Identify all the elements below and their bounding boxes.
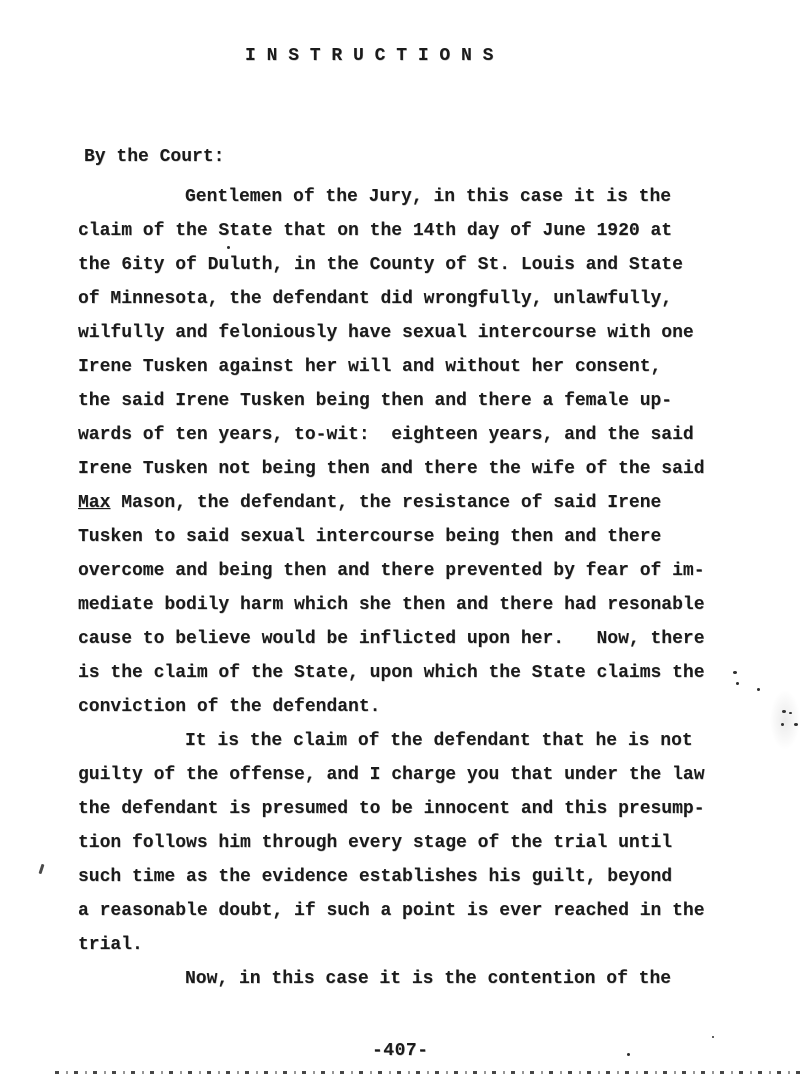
page-title: I N S T R U C T I O N S [245, 46, 494, 66]
text-line: Max Mason, the defendant, the resistance of said Irene [78, 493, 662, 513]
text-line: tion follows him through every stage of the trial until [78, 833, 673, 853]
text-line: the 6ity of Duluth, in the County of St. Louis and State [78, 255, 683, 275]
text-line: of Minnesota, the defendant did wrongfully, unlawfully, [78, 289, 673, 309]
scan-speckle [227, 246, 230, 249]
scan-edge-artifact [55, 1071, 800, 1074]
text-line: overcome and being then and there prevented by fear of im- [78, 561, 705, 581]
text-line: Tusken to said sexual intercourse being then and there [78, 527, 662, 547]
margin-mark-artifact [39, 864, 45, 874]
text-line: guilty of the offense, and I charge you that under the law [78, 765, 705, 785]
underlined-text: Max [78, 493, 111, 513]
text-line: wilfully and feloniously have sexual intercourse with one [78, 323, 694, 343]
text-line: is the claim of the State, upon which the State claims the [78, 663, 705, 683]
text-line: mediate bodily harm which she then and there had resonable [78, 595, 705, 615]
paragraph [78, 962, 758, 996]
text-line: trial. [78, 935, 143, 955]
text-line: the defendant is presumed to be innocent and this presump- [78, 799, 705, 819]
scan-speckle [712, 1036, 714, 1038]
text-line: conviction of the defendant. [78, 697, 381, 717]
paragraph [78, 724, 758, 962]
text-line: Irene Tusken not being then and there the wife of the said [78, 459, 705, 479]
text-line: the said Irene Tusken being then and there a female up- [78, 391, 673, 411]
text-line: Now, in this case it is the contention of the [185, 969, 672, 989]
text-line: wards of ten years, to-wit: eighteen years, and the said [78, 425, 694, 445]
scan-speckle [736, 682, 739, 685]
text-line: a reasonable doubt, if such a point is ever reached in the [78, 901, 705, 921]
page-number: -407- [372, 1041, 429, 1061]
text-line: It is the claim of the defendant that he is not [185, 731, 693, 751]
text-line: claim of the State that on the 14th day of June 1920 at [78, 221, 673, 241]
scan-smudge [770, 690, 800, 750]
text-line: Irene Tusken against her will and without her consent, [78, 357, 662, 377]
byline: By the Court: [84, 147, 225, 167]
scan-speckle [733, 671, 737, 674]
scan-speckle [757, 688, 760, 691]
document-body [78, 180, 758, 996]
paragraph [78, 180, 758, 724]
text-line: such time as the evidence establishes his guilt, beyond [78, 867, 673, 887]
text-line: Gentlemen of the Jury, in this case it is the [185, 187, 672, 207]
scan-speckle [627, 1053, 630, 1056]
text-line: cause to believe would be inflicted upon her. Now, there [78, 629, 705, 649]
